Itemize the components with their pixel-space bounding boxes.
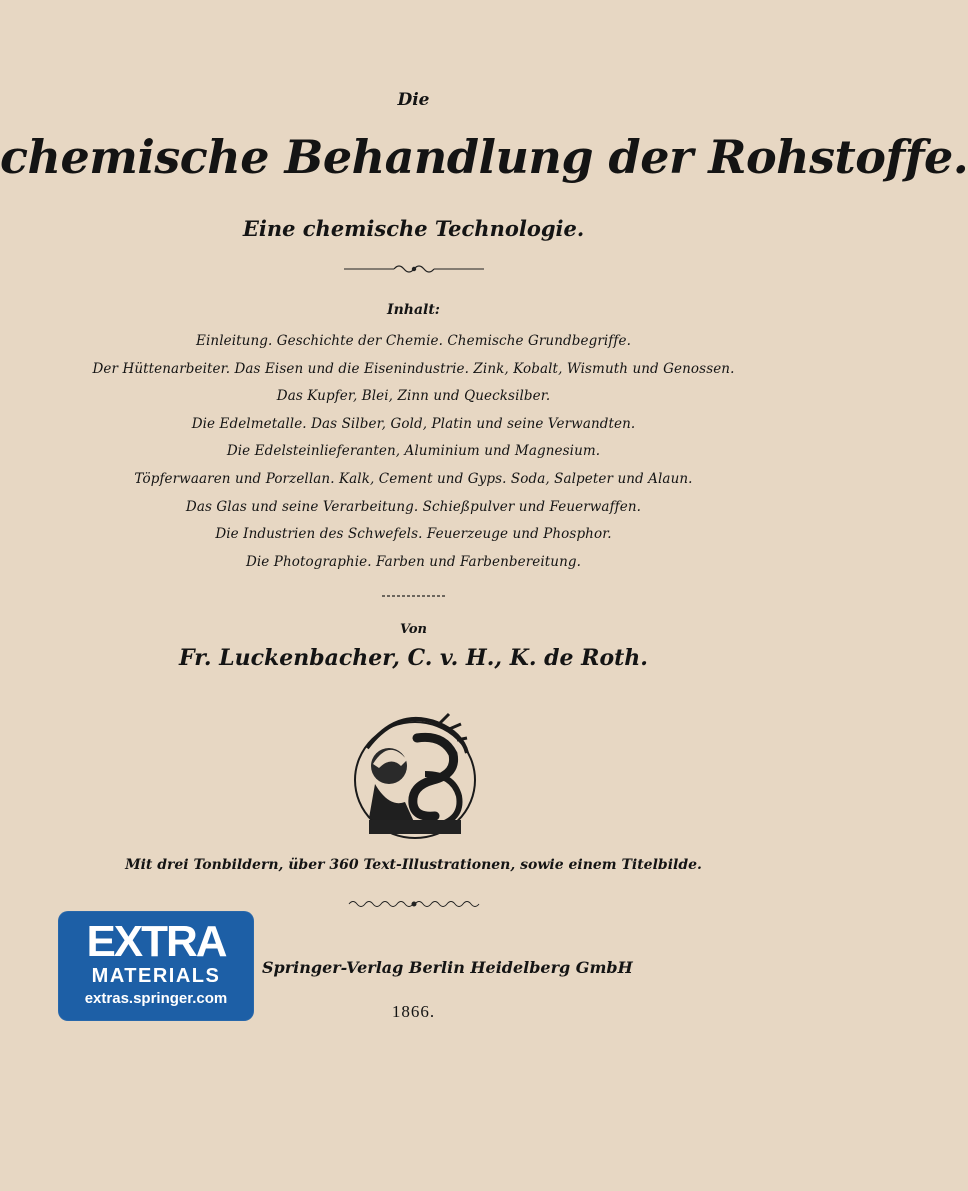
contents-line: Das Kupfer, Blei, Zinn und Quecksilber. xyxy=(276,388,551,405)
contents-list xyxy=(0,328,827,576)
publication-year: 1866. xyxy=(391,1002,436,1021)
badge-line-extra: EXTRA xyxy=(86,917,226,966)
contents-label: Inhalt: xyxy=(387,302,440,318)
contents-line: Das Glas und seine Verarbeitung. Schießpulver und Feuerwaffen. xyxy=(185,498,642,515)
pre-title: Die xyxy=(397,90,430,110)
by-label: Von xyxy=(399,622,427,637)
contents-line: Der Hüttenarbeiter. Das Eisen und die Eisenindustrie. Zink, Kobalt, Wismuth und Genossen. xyxy=(92,360,735,377)
contents-line: Die Industrien des Schwefels. Feuerzeuge und Phosphor. xyxy=(215,526,612,543)
contents-line: Töpferwaaren und Porzellan. Kalk, Cement und Gyps. Soda, Salpeter und Alaun. xyxy=(134,470,693,487)
book-subtitle: Eine chemische Technologie. xyxy=(242,216,585,241)
badge-url: extras.springer.com xyxy=(84,990,228,1007)
publisher: Springer-Verlag Berlin Heidelberg GmbH xyxy=(262,958,633,977)
authors: Fr. Luckenbacher, C. v. H., K. de Roth. xyxy=(179,645,648,671)
badge-line-materials: MATERIALS xyxy=(91,965,221,987)
ornament-divider xyxy=(0,262,827,276)
book-title: chemische Behandlung der Rohstoffe. xyxy=(0,130,968,184)
springer-knight-emblem-icon xyxy=(347,708,483,846)
ornament-divider xyxy=(0,898,827,910)
dotted-divider xyxy=(0,592,827,600)
extra-materials-badge[interactable] xyxy=(58,911,254,1021)
contents-line: Die Edelsteinlieferanten, Aluminium und Magnesium. xyxy=(226,443,601,460)
illustrations-note: Mit drei Tonbildern, über 360 Text-Illustrationen, sowie einem Titelbilde. xyxy=(125,857,702,873)
contents-line: Die Photographie. Farben und Farbenbereitung. xyxy=(245,553,582,570)
contents-line: Einleitung. Geschichte der Chemie. Chemische Grundbegriffe. xyxy=(196,333,631,349)
contents-line: Die Edelmetalle. Das Silber, Gold, Platin und seine Verwandten. xyxy=(191,415,636,432)
